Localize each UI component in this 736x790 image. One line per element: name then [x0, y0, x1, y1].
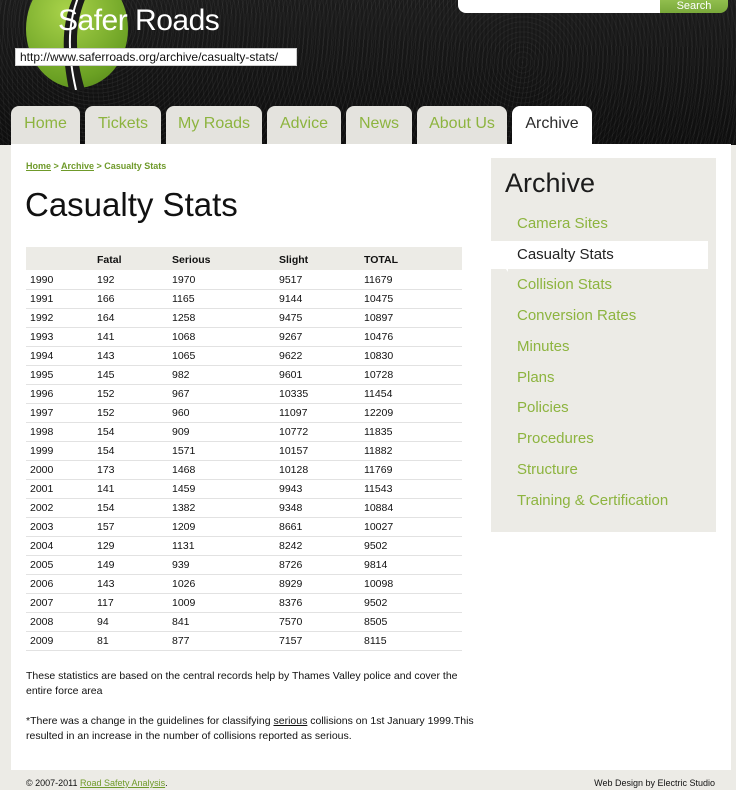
cell-fatal: 143 — [97, 346, 172, 365]
cell-total: 10830 — [364, 346, 462, 365]
tab-advice[interactable]: Advice — [267, 106, 341, 144]
url-bar[interactable]: http://www.saferroads.org/archive/casualty-stats/ — [15, 48, 297, 66]
sidebar-item-policies[interactable]: Policies — [517, 399, 569, 416]
cell-fatal: 141 — [97, 479, 172, 498]
cell-serious: 939 — [172, 555, 279, 574]
sidebar-item-minutes[interactable]: Minutes — [517, 338, 570, 355]
cell-slight: 9601 — [279, 365, 364, 384]
cell-fatal: 166 — [97, 289, 172, 308]
cell-total: 9502 — [364, 536, 462, 555]
column-header-year — [26, 247, 97, 270]
cell-serious: 1209 — [172, 517, 279, 536]
cell-total: 11882 — [364, 441, 462, 460]
cell-year: 2004 — [26, 536, 97, 555]
cell-serious: 982 — [172, 365, 279, 384]
cell-serious: 877 — [172, 631, 279, 650]
cell-year: 1992 — [26, 308, 97, 327]
table-row — [26, 498, 462, 517]
cell-year: 2006 — [26, 574, 97, 593]
search-input[interactable] — [458, 0, 660, 13]
cell-slight: 9267 — [279, 327, 364, 346]
table-row — [26, 441, 462, 460]
breadcrumb-archive-link[interactable]: Archive — [60, 161, 94, 171]
cell-serious: 960 — [172, 403, 279, 422]
cell-year: 1995 — [26, 365, 97, 384]
cell-fatal: 94 — [97, 612, 172, 631]
cell-slight: 8661 — [279, 517, 364, 536]
cell-slight: 8929 — [279, 574, 364, 593]
logo-text[interactable]: Safer Roads — [58, 4, 220, 37]
cell-fatal: 173 — [97, 460, 172, 479]
table-row — [26, 460, 462, 479]
guideline-note-text-end: collisions on 1st January 1999.This resulted in an increase in the number of collisions reported as serious. — [26, 715, 474, 742]
table-row — [26, 289, 462, 308]
cell-slight: 7570 — [279, 612, 364, 631]
cell-total: 11454 — [364, 384, 462, 403]
sidebar-item-structure[interactable]: Structure — [517, 461, 578, 478]
cell-serious: 1970 — [172, 270, 279, 289]
cell-fatal: 145 — [97, 365, 172, 384]
sidebar-item-procedures[interactable]: Procedures — [517, 430, 594, 447]
cell-serious: 1068 — [172, 327, 279, 346]
cell-serious: 1131 — [172, 536, 279, 555]
column-header-total: TOTAL — [364, 247, 462, 270]
cell-total: 12209 — [364, 403, 462, 422]
sidebar-item-plans[interactable]: Plans — [517, 369, 555, 386]
tab-my-roads[interactable]: My Roads — [166, 106, 262, 144]
sidebar-item-conversion-rates[interactable]: Conversion Rates — [517, 307, 637, 324]
table-row — [26, 536, 462, 555]
breadcrumb-home-link[interactable]: Home — [26, 161, 52, 171]
breadcrumb — [26, 161, 166, 171]
cell-year: 1990 — [26, 270, 97, 289]
table-row — [26, 612, 462, 631]
cell-fatal: 192 — [97, 270, 172, 289]
cell-year: 2005 — [26, 555, 97, 574]
cell-total: 10098 — [364, 574, 462, 593]
sidebar-item-casualty-stats[interactable]: Casualty Stats — [491, 241, 708, 269]
cell-slight: 9475 — [279, 308, 364, 327]
cell-fatal: 154 — [97, 498, 172, 517]
cell-slight: 10335 — [279, 384, 364, 403]
column-header-fatal: Fatal — [97, 247, 172, 270]
cell-slight: 11097 — [279, 403, 364, 422]
cell-fatal: 81 — [97, 631, 172, 650]
breadcrumb-current: Casualty Stats — [104, 161, 167, 171]
cell-serious: 841 — [172, 612, 279, 631]
cell-year: 2000 — [26, 460, 97, 479]
cell-slight: 9348 — [279, 498, 364, 517]
guideline-note — [26, 714, 478, 744]
cell-fatal: 152 — [97, 384, 172, 403]
cell-total: 10897 — [364, 308, 462, 327]
search-button[interactable]: Search — [660, 0, 728, 13]
table-row — [26, 517, 462, 536]
column-header-serious: Serious — [172, 247, 279, 270]
footer-copyright — [26, 778, 168, 788]
cell-serious: 1165 — [172, 289, 279, 308]
tab-tickets[interactable]: Tickets — [85, 106, 161, 144]
cell-fatal: 154 — [97, 422, 172, 441]
tab-news[interactable]: News — [346, 106, 412, 144]
sidebar — [491, 158, 716, 532]
sidebar-item-camera-sites[interactable]: Camera Sites — [517, 215, 608, 232]
cell-total: 10475 — [364, 289, 462, 308]
cell-year: 2002 — [26, 498, 97, 517]
table-header-row — [26, 247, 462, 270]
cell-fatal: 157 — [97, 517, 172, 536]
cell-serious: 909 — [172, 422, 279, 441]
cell-slight: 9517 — [279, 270, 364, 289]
table-row — [26, 270, 462, 289]
tab-about-us[interactable]: About Us — [417, 106, 507, 144]
table-body — [26, 270, 462, 650]
cell-serious: 1026 — [172, 574, 279, 593]
cell-year: 1997 — [26, 403, 97, 422]
cell-serious: 1258 — [172, 308, 279, 327]
cell-total: 11679 — [364, 270, 462, 289]
table-row — [26, 365, 462, 384]
cell-serious: 1065 — [172, 346, 279, 365]
table-row — [26, 479, 462, 498]
cell-slight: 10157 — [279, 441, 364, 460]
table-row — [26, 555, 462, 574]
cell-fatal: 164 — [97, 308, 172, 327]
table-row — [26, 422, 462, 441]
cell-serious: 1468 — [172, 460, 279, 479]
column-header-slight: Slight — [279, 247, 364, 270]
cell-total: 9502 — [364, 593, 462, 612]
stats-note: These statistics are based on the central records help by Thames Valley police and cover the entire force area — [26, 670, 458, 697]
cell-total: 10027 — [364, 517, 462, 536]
cell-year: 1998 — [26, 422, 97, 441]
cell-year: 2008 — [26, 612, 97, 631]
cell-serious: 1459 — [172, 479, 279, 498]
cell-total: 9814 — [364, 555, 462, 574]
cell-total: 11769 — [364, 460, 462, 479]
cell-serious: 1382 — [172, 498, 279, 517]
table-row — [26, 631, 462, 650]
sidebar-title: Archive — [505, 168, 596, 198]
page-title: Casualty Stats — [25, 186, 238, 223]
cell-fatal: 143 — [97, 574, 172, 593]
cell-year: 1999 — [26, 441, 97, 460]
cell-slight: 8726 — [279, 555, 364, 574]
cell-year: 1996 — [26, 384, 97, 403]
casualty-stats-table — [26, 247, 462, 651]
table-row — [26, 574, 462, 593]
cell-year: 1994 — [26, 346, 97, 365]
table-row — [26, 308, 462, 327]
table-row — [26, 384, 462, 403]
cell-slight: 10128 — [279, 460, 364, 479]
cell-slight: 8242 — [279, 536, 364, 555]
cell-serious: 967 — [172, 384, 279, 403]
cell-serious: 1571 — [172, 441, 279, 460]
cell-total: 8505 — [364, 612, 462, 631]
cell-serious: 1009 — [172, 593, 279, 612]
cell-year: 1993 — [26, 327, 97, 346]
guideline-note-text: *There was a change in the guidelines for classifying — [26, 715, 274, 727]
tab-home[interactable]: Home — [11, 106, 80, 144]
cell-slight: 9622 — [279, 346, 364, 365]
guideline-note-underlined: serious — [273, 715, 308, 727]
cell-slight: 9144 — [279, 289, 364, 308]
cell-slight: 9943 — [279, 479, 364, 498]
footer-credit: Web Design by Electric Studio — [594, 778, 715, 788]
footer-period: . — [165, 778, 168, 788]
cell-slight: 10772 — [279, 422, 364, 441]
breadcrumb-separator: > — [93, 161, 105, 171]
table-row — [26, 327, 462, 346]
cell-fatal: 149 — [97, 555, 172, 574]
table-row — [26, 403, 462, 422]
cell-year: 2009 — [26, 631, 97, 650]
breadcrumb-separator: > — [51, 161, 61, 171]
tab-archive[interactable]: Archive — [512, 106, 592, 146]
cell-total: 11835 — [364, 422, 462, 441]
copyright-text: © 2007-2011 — [26, 778, 81, 788]
cell-total: 11543 — [364, 479, 462, 498]
footer-link-road-safety-analysis[interactable]: Road Safety Analysis — [80, 778, 166, 788]
cell-slight: 7157 — [279, 631, 364, 650]
sidebar-item-collision-stats[interactable]: Collision Stats — [517, 276, 613, 293]
table-row — [26, 593, 462, 612]
cell-fatal: 154 — [97, 441, 172, 460]
sidebar-item-training-certification[interactable]: Training & Certification — [517, 492, 669, 509]
cell-year: 2001 — [26, 479, 97, 498]
table-row — [26, 346, 462, 365]
cell-slight: 8376 — [279, 593, 364, 612]
cell-fatal: 152 — [97, 403, 172, 422]
cell-fatal: 117 — [97, 593, 172, 612]
cell-year: 2007 — [26, 593, 97, 612]
cell-fatal: 141 — [97, 327, 172, 346]
cell-total: 10728 — [364, 365, 462, 384]
cell-year: 1991 — [26, 289, 97, 308]
cell-total: 10476 — [364, 327, 462, 346]
cell-total: 10884 — [364, 498, 462, 517]
cell-total: 8115 — [364, 631, 462, 650]
cell-fatal: 129 — [97, 536, 172, 555]
cell-year: 2003 — [26, 517, 97, 536]
